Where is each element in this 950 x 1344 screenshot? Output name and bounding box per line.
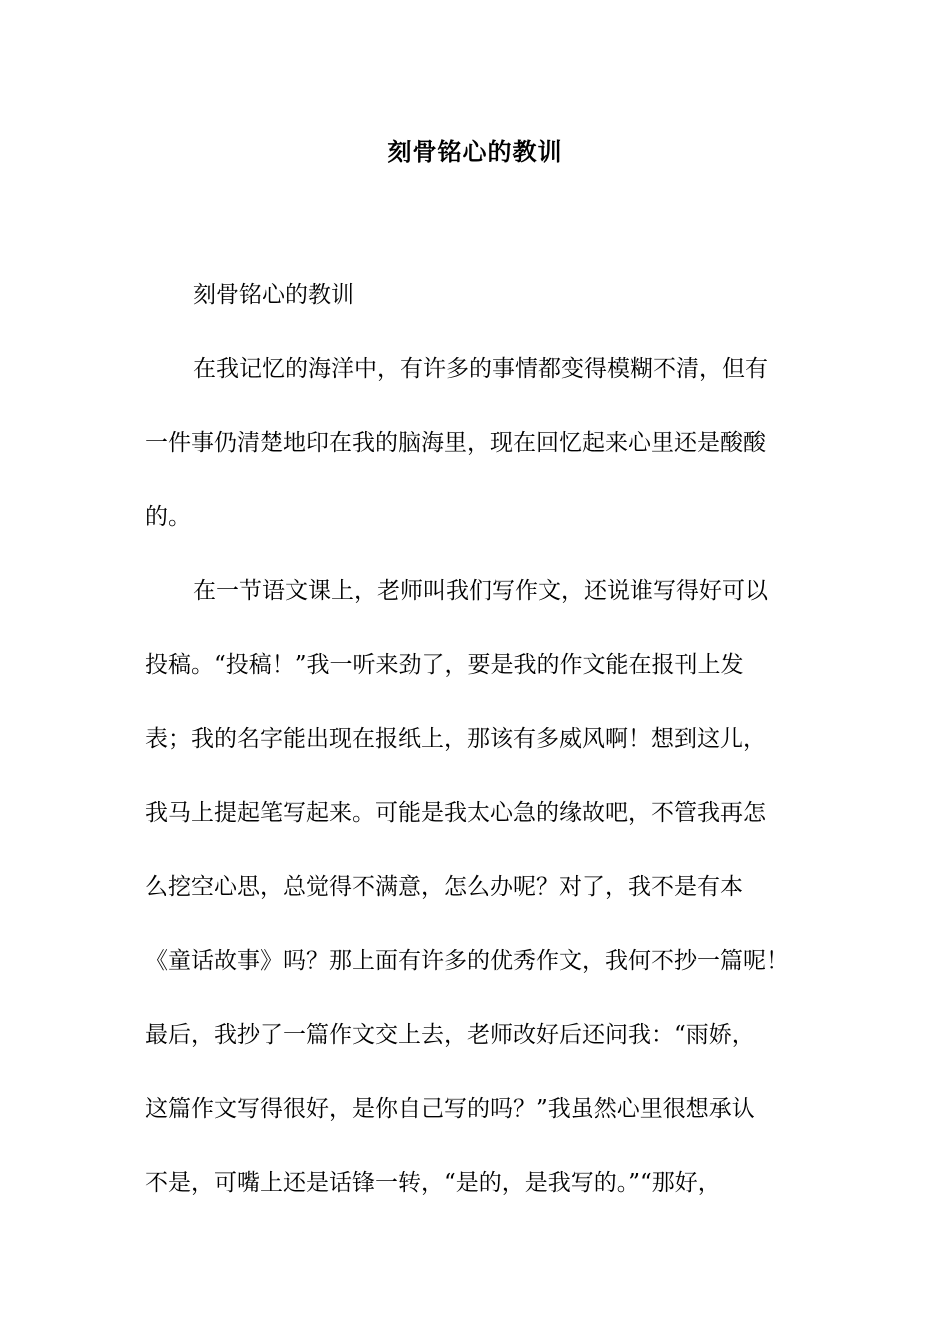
paragraph-line: 一件事仍清楚地印在我的脑海里，现在回忆起来心里还是酸酸 bbox=[145, 430, 766, 456]
paragraph-line: 最后，我抄了一篇作文交上去，老师改好后还问我：“雨娇， bbox=[145, 1022, 755, 1048]
paragraph-line: 的。 bbox=[145, 504, 191, 530]
paragraph-line: 我马上提起笔写起来。可能是我太心急的缘故吧，不管我再怎 bbox=[145, 800, 766, 826]
paragraph-line: 在一节语文课上，老师叫我们写作文，还说谁写得好可以 bbox=[193, 578, 768, 604]
paragraph-line: 投稿。“投稿！”我一听来劲了，要是我的作文能在报刊上发 bbox=[145, 652, 744, 678]
paragraph-line: 在我记忆的海洋中，有许多的事情都变得模糊不清，但有 bbox=[193, 356, 768, 382]
subtitle-line: 刻骨铭心的教训 bbox=[193, 282, 354, 308]
paragraph-line: 《童话故事》吗？那上面有许多的优秀作文，我何不抄一篇呢！ bbox=[145, 948, 789, 974]
document-body bbox=[145, 258, 825, 1220]
paragraph-line: 表；我的名字能出现在报纸上，那该有多威风啊！想到这儿， bbox=[145, 726, 766, 752]
document-title: 刻骨铭心的教训 bbox=[387, 137, 563, 166]
paragraph-line: 这篇作文写得很好，是你自己写的吗？”我虽然心里很想承认 bbox=[145, 1096, 755, 1122]
paragraph-line: 不是，可嘴上还是话锋一转，“是的，是我写的。”“那好， bbox=[145, 1170, 721, 1196]
paragraph-line: 么挖空心思，总觉得不满意，怎么办呢？对了，我不是有本 bbox=[145, 874, 743, 900]
